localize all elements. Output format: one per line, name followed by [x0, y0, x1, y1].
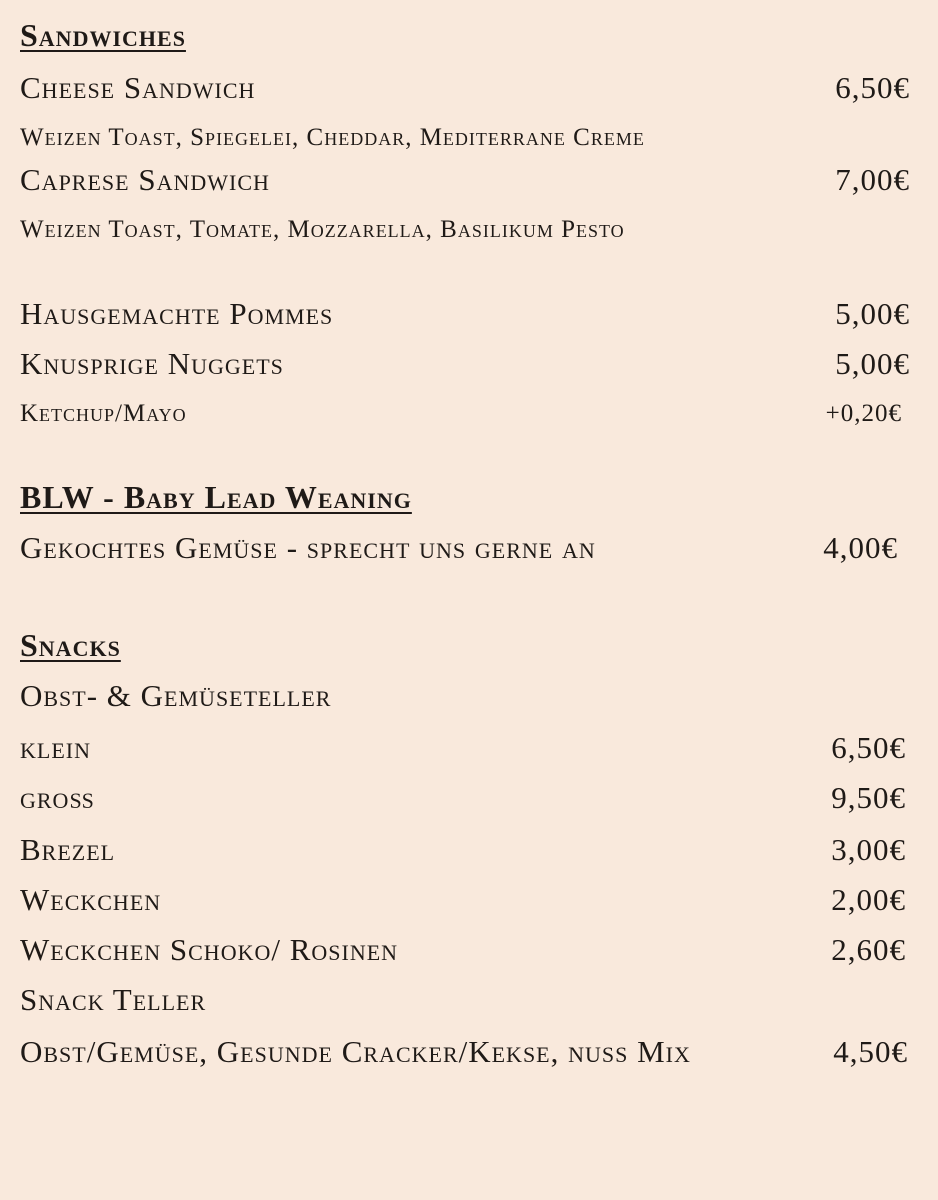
section-title: Snacks: [20, 627, 121, 663]
item-price: 2,00€: [831, 882, 906, 917]
item-price: 2,60€: [831, 932, 906, 967]
item-price: 6,50€: [835, 70, 910, 105]
item-price: 5,00€: [835, 296, 910, 331]
addon-price: +0,20€: [825, 400, 902, 427]
section-title: Sandwiches: [20, 17, 186, 53]
item-name: Weckchen Schoko/ Rosinen: [20, 932, 399, 967]
section-heading-sandwiches: [20, 14, 910, 54]
item-price: 9,50€: [831, 780, 906, 815]
item-price: 3,00€: [831, 832, 906, 867]
menu-item: [20, 1030, 910, 1070]
menu-item: [20, 674, 910, 714]
menu-item: [20, 828, 910, 868]
item-name: Weckchen: [20, 882, 162, 917]
item-price: 7,00€: [835, 162, 910, 197]
item-price: 6,50€: [831, 730, 906, 765]
item-name: Snack Teller: [20, 982, 207, 1017]
item-name: Hausgemachte Pommes: [20, 296, 334, 331]
item-name: Cheese Sandwich: [20, 70, 256, 105]
item-name: Brezel: [20, 832, 116, 867]
section-heading-snacks: [20, 624, 910, 664]
menu-item: [20, 292, 910, 332]
menu-item: [20, 726, 910, 766]
addon-name: Ketchup/Mayo: [20, 400, 187, 427]
item-description: [20, 112, 910, 152]
item-name: Obst/Gemüse, Gesunde Cracker/Kekse, nuss Mix: [20, 1034, 691, 1069]
item-price: 4,00€: [823, 530, 898, 565]
item-price: 4,50€: [833, 1034, 908, 1069]
item-name: Gekochtes Gemüse - sprecht uns gerne an: [20, 530, 596, 565]
menu-item: [20, 878, 910, 918]
item-name: Obst- & Gemüseteller: [20, 678, 332, 713]
menu-item: [20, 978, 910, 1018]
menu-item: [20, 776, 910, 816]
item-name: klein: [20, 730, 91, 765]
menu-item: [20, 526, 910, 566]
menu-item: [20, 158, 910, 198]
item-name: Caprese Sandwich: [20, 162, 270, 197]
item-name: Knusprige Nuggets: [20, 346, 284, 381]
menu-item: [20, 342, 910, 382]
description-text: Weizen Toast, Spiegelei, Cheddar, Mediterrane Creme: [20, 124, 645, 151]
menu-item: [20, 928, 910, 968]
section-heading-blw: [20, 476, 910, 516]
section-title: BLW - Baby Lead Weaning: [20, 479, 412, 515]
menu-item-addon: [20, 388, 910, 428]
menu-item: [20, 66, 910, 106]
description-text: Weizen Toast, Tomate, Mozzarella, Basilikum Pesto: [20, 216, 625, 243]
item-name: groß: [20, 780, 95, 815]
item-description: [20, 204, 910, 244]
item-price: 5,00€: [835, 346, 910, 381]
